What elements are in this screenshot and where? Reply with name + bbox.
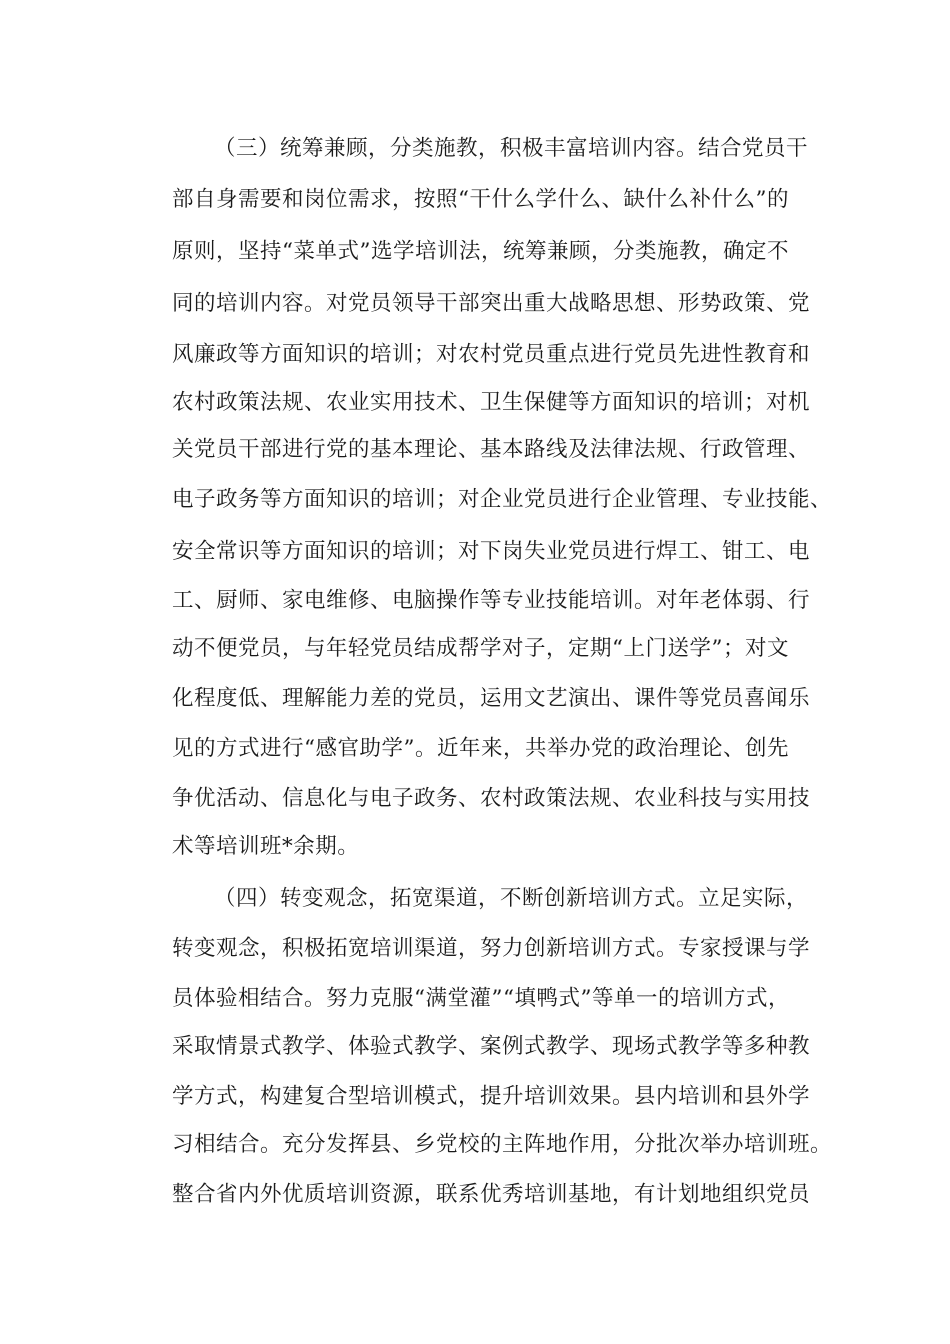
paragraph-1-line-13: 见的方式进行“感官助学”。近年来，共举办党的政治理论、创先: [172, 736, 789, 761]
paragraph-1-line-15: 术等培训班*余期。: [172, 834, 360, 859]
paragraph-2-line-1: （四）转变观念，拓宽渠道，不断创新培训方式。立足实际，: [214, 886, 809, 911]
paragraph-1-line-5: 风廉政等方面知识的培训；对农村党员重点进行党员先进性教育和: [172, 342, 811, 367]
paragraph-1-line-2: 部自身需要和岗位需求，按照“干什么学什么、缺什么补什么”的: [172, 187, 789, 212]
paragraph-1-line-10: 工、厨师、家电维修、电脑操作等专业技能培训。对年老体弱、行: [172, 588, 811, 613]
paragraph-2-line-6: 习相结合。充分发挥县、乡党校的主阵地作用，分批次举办培训班。: [172, 1132, 833, 1157]
paragraph-2-line-5: 学方式，构建复合型培训模式，提升培训效果。县内培训和县外学: [172, 1084, 811, 1109]
paragraph-1-line-9: 安全常识等方面知识的培训；对下岗失业党员进行焊工、钳工、电: [172, 539, 811, 564]
paragraph-1-line-4: 同的培训内容。对党员领导干部突出重大战略思想、形势政策、党: [172, 291, 811, 316]
paragraph-1-line-1: （三）统筹兼顾，分类施教，积极丰富培训内容。结合党员干: [214, 136, 809, 161]
paragraph-2-line-7: 整合省内外优质培训资源，联系优秀培训基地，有计划地组织党员: [172, 1182, 811, 1207]
paragraph-2-line-2: 转变观念，积极拓宽培训渠道，努力创新培训方式。专家授课与学: [172, 936, 811, 961]
paragraph-1-line-8: 电子政务等方面知识的培训；对企业党员进行企业管理、专业技能、: [172, 487, 833, 512]
paragraph-1-line-7: 关党员干部进行党的基本理论、基本路线及法律法规、行政管理、: [172, 437, 811, 462]
paragraph-2-line-4: 采取情景式教学、体验式教学、案例式教学、现场式教学等多种教: [172, 1034, 811, 1059]
paragraph-1-line-11: 动不便党员，与年轻党员结成帮学对子，定期“上门送学”；对文: [172, 636, 789, 661]
paragraph-1-line-3: 原则，坚持“菜单式”选学培训法，统筹兼顾，分类施教，确定不: [172, 239, 789, 264]
paragraph-1-line-12: 化程度低、理解能力差的党员，运用文艺演出、课件等党员喜闻乐: [172, 686, 811, 711]
paragraph-1-line-14: 争优活动、信息化与电子政务、农村政策法规、农业科技与实用技: [172, 786, 811, 811]
paragraph-1-line-6: 农村政策法规、农业实用技术、卫生保健等方面知识的培训；对机: [172, 390, 811, 415]
paragraph-2-line-3: 员体验相结合。努力克服“满堂灌”“填鸭式”等单一的培训方式，: [172, 986, 790, 1011]
